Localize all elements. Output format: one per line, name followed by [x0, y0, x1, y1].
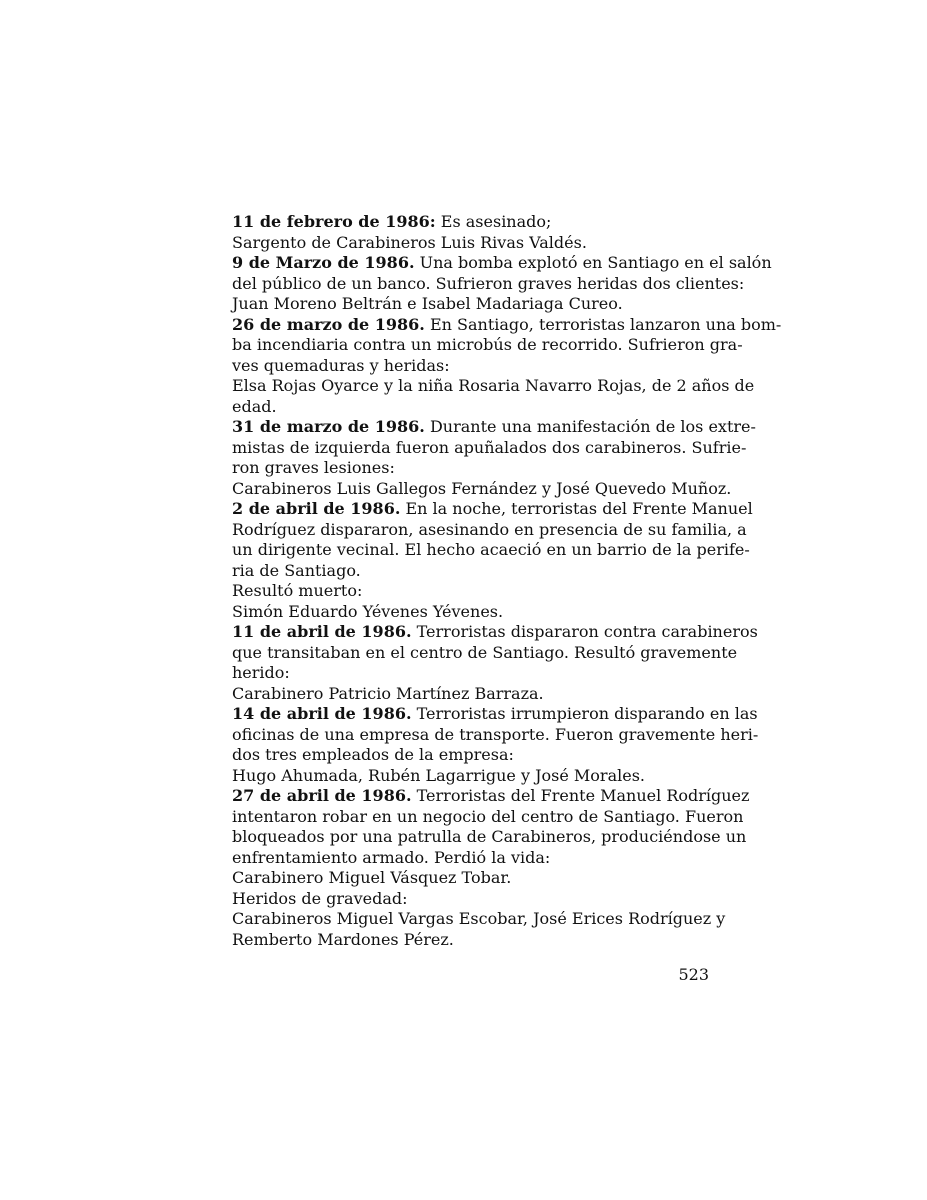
text-line: Carabinero Miguel Vásquez Tobar. — [232, 868, 512, 887]
entry-date: 11 de abril de 1986. — [232, 622, 412, 641]
text-line: 11 de febrero de 1986: Es asesinado; — [232, 212, 552, 231]
text-line: intentaron robar en un negocio del centro de Santiago. Fueron — [232, 806, 744, 826]
text-line: que transitaban en el centro de Santiago. Resultó gravemente — [232, 642, 738, 662]
text-line: 11 de abril de 1986. Terroristas dispararon contra carabineros — [232, 622, 758, 641]
text-line: ron graves lesiones: — [232, 458, 395, 477]
text-line: ria de Santiago. — [232, 560, 361, 580]
text-line: 26 de marzo de 1986. En Santiago, terroristas lanzaron una bom- — [232, 314, 782, 334]
entry-date: 26 de marzo de 1986. — [232, 314, 425, 334]
text-line: Remberto Mardones Pérez. — [232, 929, 454, 949]
text-line: enfrentamiento armado. Perdió la vida: — [232, 847, 551, 867]
entry-date: 31 de marzo de 1986. — [232, 417, 425, 436]
text-line: Sargento de Carabineros Luis Rivas Valdés. — [232, 232, 587, 252]
text-line: bloqueados por una patrulla de Carabineros, produciéndose un — [232, 827, 747, 846]
text-line: Juan Moreno Beltrán e Isabel Madariaga Cureo. — [232, 294, 623, 313]
text-line: 9 de Marzo de 1986. Una bomba explotó en Santiago en el salón — [232, 253, 772, 272]
body-text — [232, 212, 782, 950]
text-line: Carabinero Patricio Martínez Barraza. — [232, 683, 544, 703]
entry-date: 27 de abril de 1986. — [232, 786, 412, 805]
text-line: Carabineros Luis Gallegos Fernández y José Quevedo Muñoz. — [232, 478, 732, 498]
text-line: 31 de marzo de 1986. Durante una manifestación de los extre- — [232, 417, 756, 436]
text-line: oficinas de una empresa de transporte. Fueron gravemente heri- — [232, 724, 759, 744]
entry-date: 14 de abril de 1986. — [232, 704, 412, 723]
text-line: Heridos de gravedad: — [232, 888, 408, 908]
text-line: un dirigente vecinal. El hecho acaeció en un barrio de la perife- — [232, 540, 750, 559]
text-line: 14 de abril de 1986. Terroristas irrumpieron disparando en las — [232, 704, 758, 723]
text-line: ba incendiaria contra un microbús de recorrido. Sufrieron gra- — [232, 335, 743, 354]
entry-date: 9 de Marzo de 1986. — [232, 253, 415, 272]
page-number: 523 — [678, 965, 709, 984]
text-line: dos tres empleados de la empresa: — [232, 745, 514, 764]
text-line: edad. — [232, 396, 277, 416]
text-line: Resultó muerto: — [232, 581, 363, 600]
text-line: Carabineros Miguel Vargas Escobar, José Erices Rodríguez y — [232, 909, 726, 928]
entry-date: 2 de abril de 1986. — [232, 499, 401, 518]
text-line: 27 de abril de 1986. Terroristas del Frente Manuel Rodríguez — [232, 786, 750, 805]
text-line: Simón Eduardo Yévenes Yévenes. — [232, 601, 504, 621]
text-line: del público de un banco. Sufrieron graves heridas dos clientes: — [232, 273, 745, 293]
text-line: Rodríguez dispararon, asesinando en presencia de su familia, a — [232, 519, 747, 539]
text-line: mistas de izquierda fueron apuñalados dos carabineros. Sufrie- — [232, 437, 747, 457]
text-line: 2 de abril de 1986. En la noche, terroristas del Frente Manuel — [232, 499, 753, 518]
text-line: Hugo Ahumada, Rubén Lagarrigue y José Morales. — [232, 765, 645, 785]
text-line: ves quemaduras y heridas: — [232, 355, 450, 375]
text-line: herido: — [232, 663, 290, 682]
text-line: Elsa Rojas Oyarce y la niña Rosaria Navarro Rojas, de 2 años de — [232, 376, 755, 395]
entry-date: 11 de febrero de 1986: — [232, 212, 436, 231]
